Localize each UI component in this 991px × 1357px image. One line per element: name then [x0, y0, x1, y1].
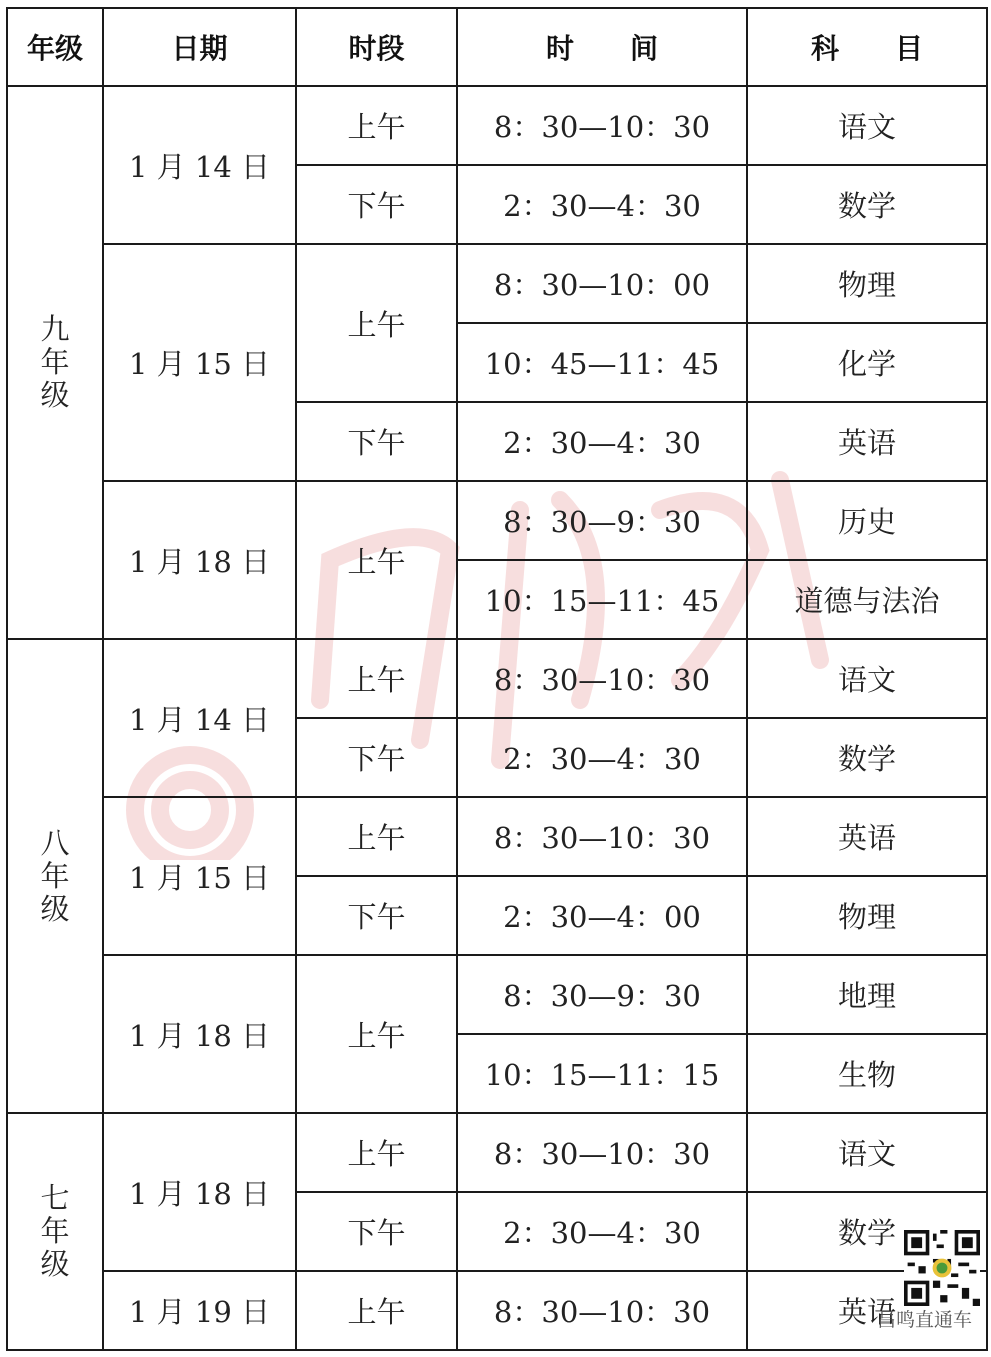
date-cell: 1 月 14 日: [103, 86, 296, 244]
subject-cell: 语文: [747, 86, 987, 165]
time-cell: 10：15—11：45: [457, 560, 747, 639]
subject-cell: 英语: [747, 1271, 987, 1350]
period-cell: 上午: [296, 955, 457, 1113]
period-cell: 上午: [296, 639, 457, 718]
period-cell: 上午: [296, 244, 457, 402]
time-cell: 8：30—9：30: [457, 955, 747, 1034]
header-date: 日期: [103, 8, 296, 86]
time-cell: 2：30—4：00: [457, 876, 747, 955]
exam-schedule-table: [6, 7, 988, 1351]
time-cell: 8：30—10：30: [457, 639, 747, 718]
date-cell: 1 月 15 日: [103, 797, 296, 955]
subject-cell: 语文: [747, 1113, 987, 1192]
date-cell: 1 月 18 日: [103, 955, 296, 1113]
grade-char: 年: [40, 345, 70, 379]
subject-cell: 语文: [747, 639, 987, 718]
time-cell: 2：30—4：30: [457, 718, 747, 797]
date-cell: 1 月 15 日: [103, 244, 296, 481]
time-cell: 2：30—4：30: [457, 402, 747, 481]
period-cell: 上午: [296, 1271, 457, 1350]
grade-cell: [7, 1113, 103, 1350]
time-cell: 10：15—11：15: [457, 1034, 747, 1113]
table-row: [7, 955, 987, 1034]
table-header-row: [7, 8, 987, 86]
period-cell: 上午: [296, 86, 457, 165]
time-cell: 8：30—10：30: [457, 1271, 747, 1350]
period-cell: 下午: [296, 1192, 457, 1271]
subject-cell: 英语: [747, 402, 987, 481]
grade-char: 九: [40, 312, 70, 346]
time-cell: 8：30—10：30: [457, 797, 747, 876]
subject-cell: 英语: [747, 797, 987, 876]
time-cell: 8：30—10：30: [457, 86, 747, 165]
time-cell: 8：30—9：30: [457, 481, 747, 560]
period-cell: 上午: [296, 797, 457, 876]
grade-char: 年: [40, 858, 70, 893]
period-cell: 下午: [296, 165, 457, 244]
table-row: [7, 639, 987, 718]
period-cell: 下午: [296, 876, 457, 955]
qr-code-icon: [904, 1230, 980, 1306]
grade-char: 级: [40, 891, 70, 926]
subject-cell: 地理: [747, 955, 987, 1034]
schedule-body: [7, 86, 987, 1350]
header-time: 时 间: [457, 8, 747, 86]
subject-cell: 数学: [747, 165, 987, 244]
table-row: [7, 797, 987, 876]
grade-char: 级: [40, 1247, 70, 1281]
grade-cell: [7, 86, 103, 639]
subject-cell: 道德与法治: [747, 560, 987, 639]
header-grade: 年级: [7, 8, 103, 86]
date-cell: 1 月 18 日: [103, 481, 296, 639]
period-cell: 上午: [296, 1113, 457, 1192]
time-cell: 2：30—4：30: [457, 165, 747, 244]
table-row: [7, 481, 987, 560]
header-subject: 科 目: [747, 8, 987, 86]
date-cell: 1 月 19 日: [103, 1271, 296, 1350]
time-cell: 8：30—10：00: [457, 244, 747, 323]
time-cell: 8：30—10：30: [457, 1113, 747, 1192]
table-row: [7, 86, 987, 165]
table-row: [7, 1113, 987, 1192]
grade-char: 八: [40, 825, 70, 860]
period-cell: 上午: [296, 481, 457, 639]
table-row: [7, 244, 987, 323]
subject-cell: 数学: [747, 718, 987, 797]
subject-cell: 数学: [747, 1192, 987, 1271]
subject-cell: 物理: [747, 876, 987, 955]
date-cell: 1 月 18 日: [103, 1113, 296, 1271]
header-period: 时段: [296, 8, 457, 86]
subject-cell: 化学: [747, 323, 987, 402]
time-cell: 10：45—11：45: [457, 323, 747, 402]
period-cell: 下午: [296, 402, 457, 481]
subject-cell: 历史: [747, 481, 987, 560]
grade-char: 七: [40, 1181, 70, 1215]
qr-caption: 昌鸣直通车: [876, 1309, 972, 1331]
grade-cell: [7, 639, 103, 1113]
grade-char: 年: [40, 1214, 70, 1248]
table-row: [7, 1271, 987, 1350]
subject-cell: 生物: [747, 1034, 987, 1113]
grade-char: 级: [40, 378, 70, 412]
time-cell: 2：30—4：30: [457, 1192, 747, 1271]
date-cell: 1 月 14 日: [103, 639, 296, 797]
period-cell: 下午: [296, 718, 457, 797]
subject-cell: 物理: [747, 244, 987, 323]
